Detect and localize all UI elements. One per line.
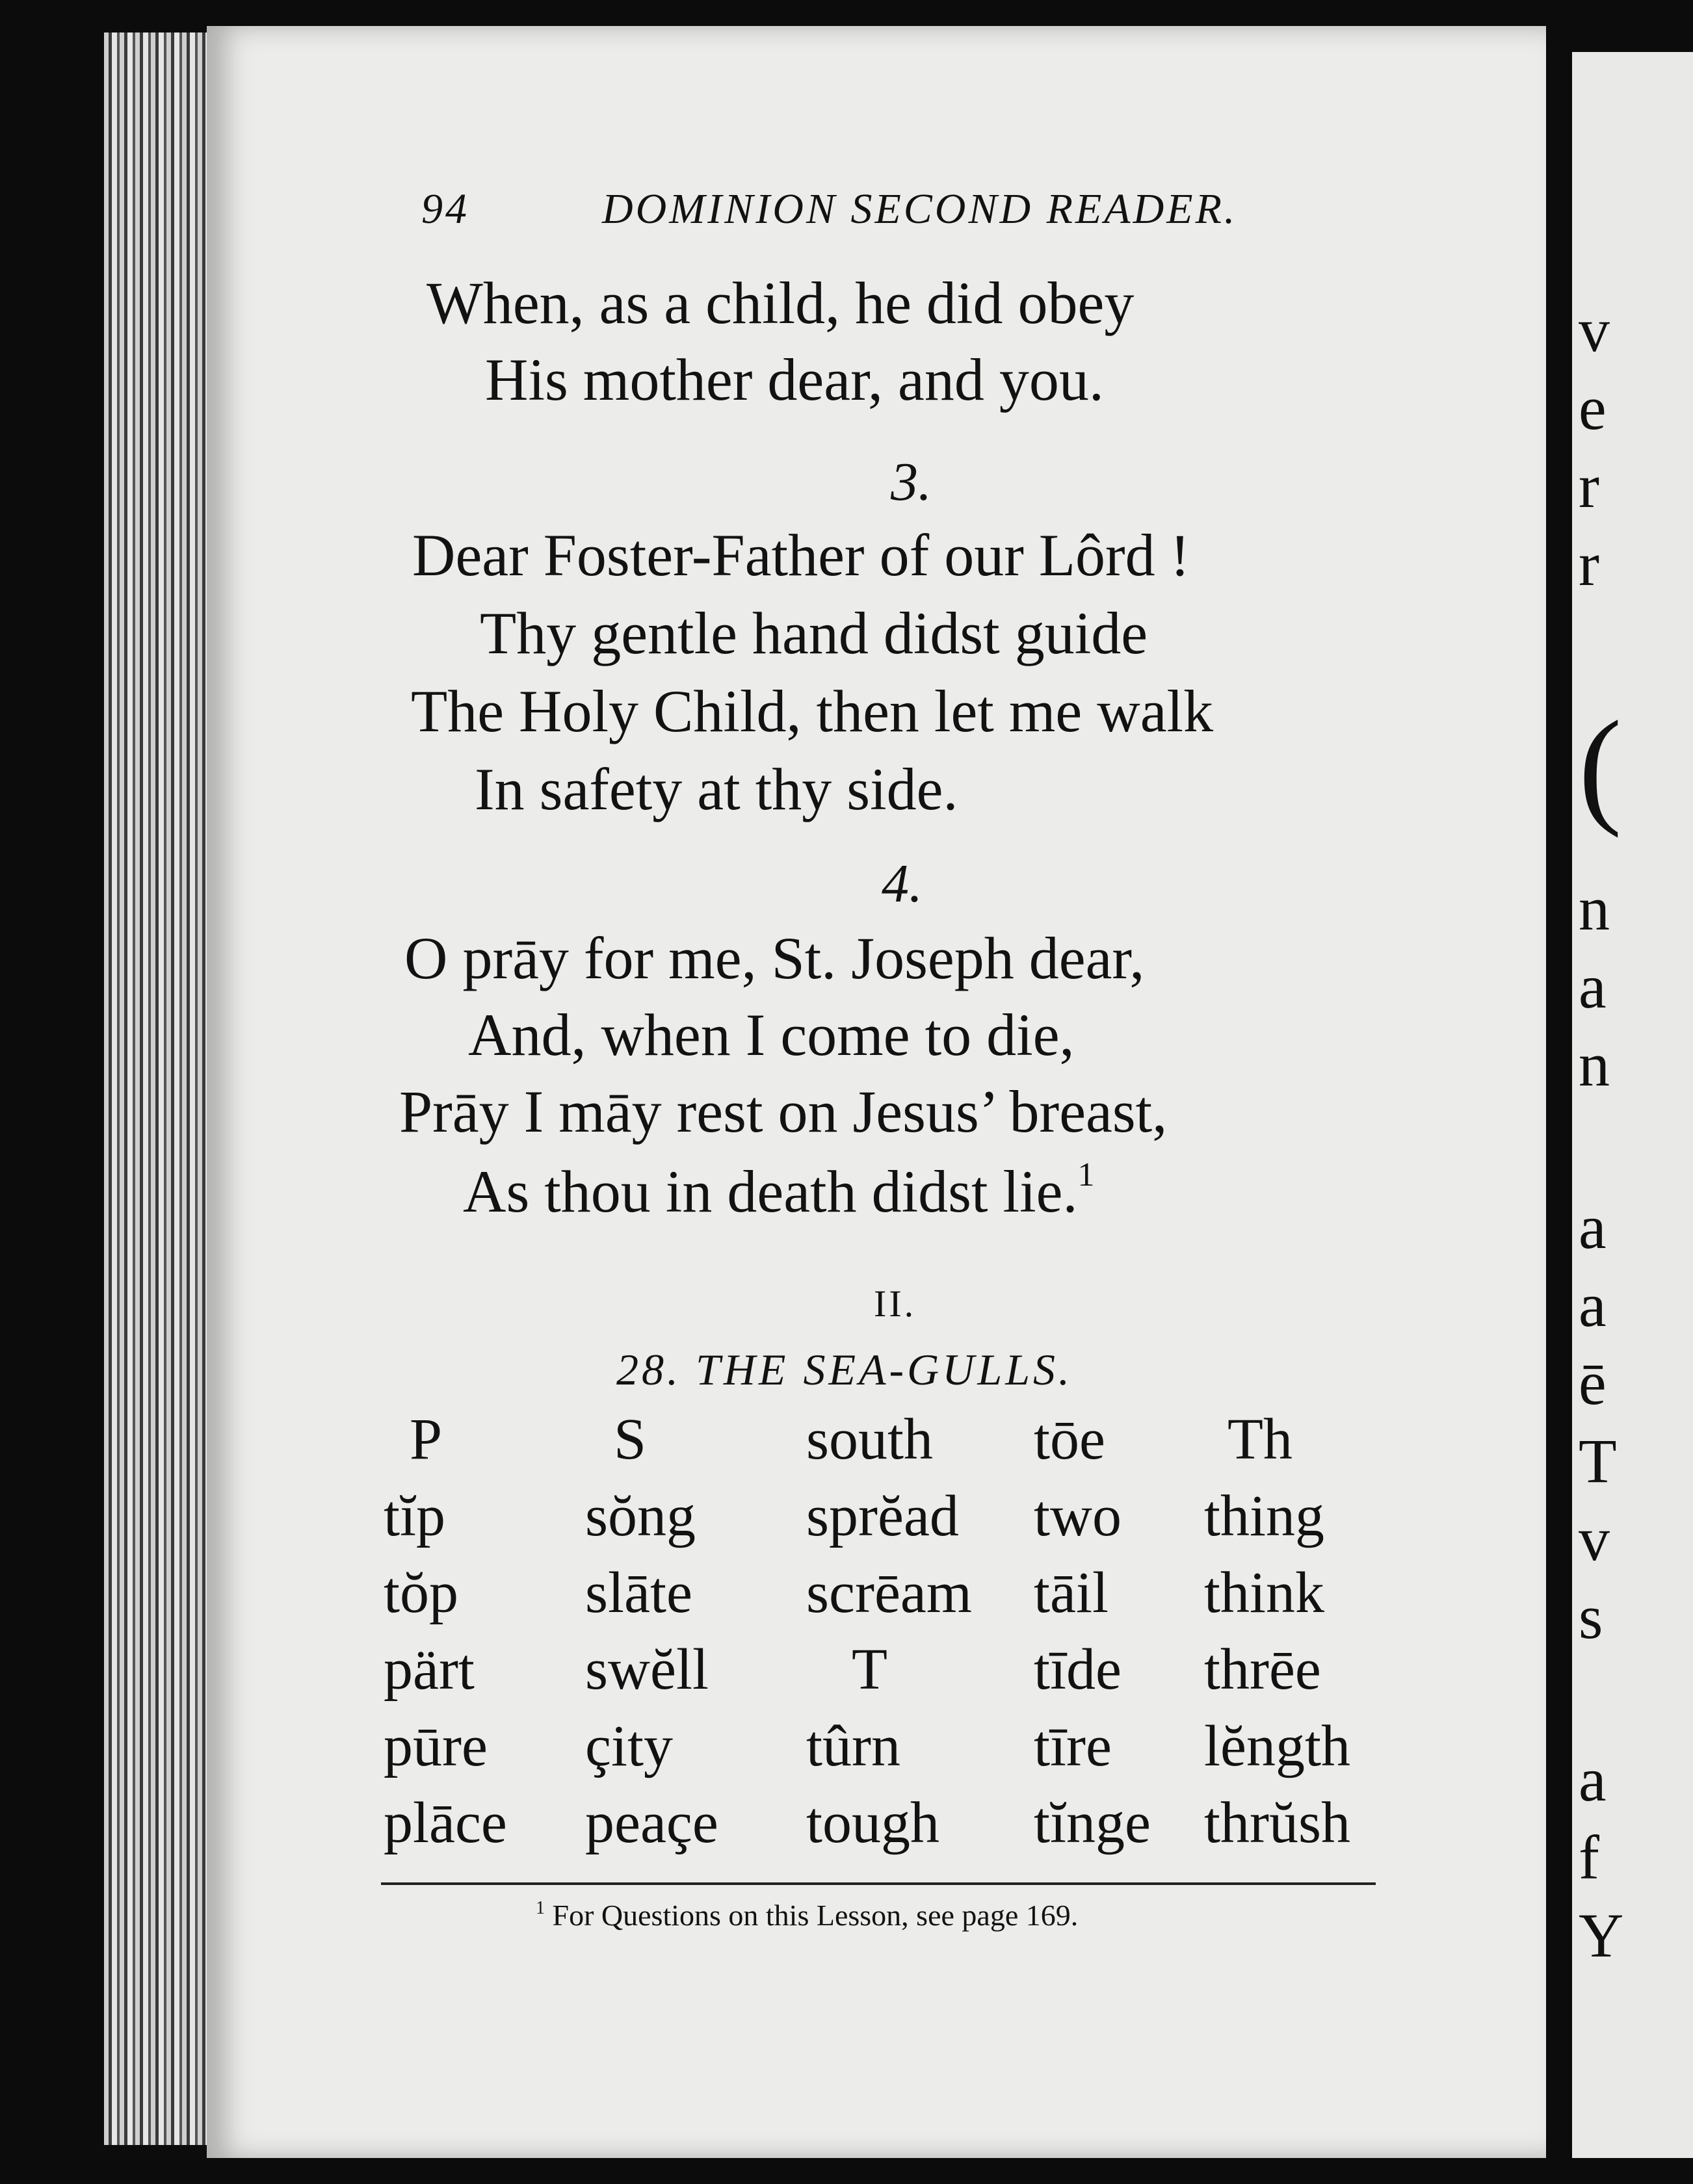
- word-item: think: [1204, 1561, 1325, 1625]
- facing-page-fragment: s: [1579, 1582, 1603, 1652]
- word-item: two: [1034, 1484, 1122, 1548]
- footnote: [536, 1898, 1078, 1932]
- poem-line: And, when I come to die,: [468, 1002, 1075, 1068]
- facing-page-fragment: n: [1579, 1030, 1610, 1099]
- poem-line-text: As thou in death didst lie.: [463, 1158, 1078, 1225]
- poem-line: Prāy I māy rest on Jesus’ breast,: [399, 1078, 1168, 1145]
- word-item: pūre: [384, 1714, 488, 1778]
- poem-line: [463, 1156, 1095, 1225]
- lesson-title: 28. THE SEA-GULLS.: [616, 1345, 1073, 1394]
- column-heading: S: [614, 1407, 647, 1472]
- facing-page-fragment: r: [1579, 451, 1599, 521]
- poem-line: Thy gentle hand didst guide: [480, 600, 1148, 666]
- poem-line: Dear Foster-Father of our Lôrd !: [412, 522, 1190, 588]
- word-item: tough: [806, 1791, 940, 1855]
- word-item: tĭnge: [1034, 1791, 1151, 1855]
- running-header: [421, 185, 1286, 237]
- book-page-edges: [104, 32, 208, 2145]
- column-heading: T: [852, 1637, 887, 1702]
- word-item: lĕngth: [1204, 1714, 1350, 1778]
- word-item: thrēe: [1204, 1637, 1321, 1702]
- facing-page-fragment: n: [1579, 874, 1610, 943]
- facing-page-fragment: e: [1579, 373, 1607, 443]
- facing-page-fragment: a: [1579, 952, 1607, 1021]
- word-item: tīde: [1034, 1637, 1122, 1702]
- poem-line: O prāy for me, St. Joseph dear,: [404, 925, 1145, 991]
- word-item: scrēam: [806, 1561, 972, 1625]
- poem-line: In safety at thy side.: [475, 756, 958, 822]
- word-item: thing: [1204, 1484, 1325, 1548]
- stanza-number: 3.: [891, 452, 932, 512]
- page-number: 94: [421, 185, 469, 233]
- facing-page-fragment: f: [1579, 1823, 1599, 1892]
- facing-page-fragment: r: [1579, 529, 1599, 599]
- word-item: plāce: [384, 1791, 507, 1855]
- facing-page-fragment: v: [1579, 1504, 1610, 1574]
- word-item: south: [806, 1407, 934, 1472]
- word-item: thrŭsh: [1204, 1791, 1350, 1855]
- word-item: slāte: [585, 1561, 692, 1625]
- word-item: pärt: [384, 1637, 475, 1702]
- facing-page-fragment: a: [1579, 1192, 1607, 1262]
- running-title: DOMINION SECOND READER.: [602, 185, 1238, 233]
- facing-page-fragment: a: [1579, 1270, 1607, 1340]
- word-item: tŏp: [384, 1561, 459, 1625]
- word-item: tōe: [1034, 1407, 1105, 1472]
- section-number: II.: [874, 1282, 917, 1325]
- word-item: çity: [585, 1714, 673, 1778]
- facing-page-fragment: (: [1579, 695, 1622, 838]
- word-item: tûrn: [806, 1714, 900, 1778]
- footnote-reference: 1: [1077, 1156, 1095, 1193]
- column-heading: P: [410, 1407, 443, 1472]
- footnote-text: For Questions on this Lesson, see page 169.: [552, 1899, 1079, 1932]
- facing-page-edge: [1572, 52, 1693, 2158]
- poem-line: The Holy Child, then let me walk: [411, 678, 1214, 744]
- word-item: swĕll: [585, 1637, 709, 1702]
- word-item: tĭp: [384, 1484, 446, 1548]
- poem-line: When, as a child, he did obey: [427, 270, 1135, 336]
- footnote-marker: 1: [536, 1898, 545, 1918]
- word-item: tīre: [1034, 1714, 1112, 1778]
- facing-page-fragment: ē: [1579, 1348, 1607, 1418]
- stanza-number: 4.: [882, 853, 923, 914]
- word-item: sprĕad: [806, 1484, 959, 1548]
- poem-line: His mother dear, and you.: [485, 346, 1104, 413]
- word-item: sŏng: [585, 1484, 696, 1548]
- footnote-divider: [381, 1882, 1376, 1885]
- facing-page-fragment: T: [1579, 1426, 1617, 1496]
- facing-page-fragment: a: [1579, 1745, 1607, 1814]
- column-heading: Th: [1227, 1407, 1293, 1472]
- facing-page-fragment: Y: [1579, 1901, 1624, 1970]
- word-item: peaçe: [585, 1791, 718, 1855]
- facing-page-fragment: v: [1579, 295, 1610, 365]
- word-item: tāil: [1034, 1561, 1109, 1625]
